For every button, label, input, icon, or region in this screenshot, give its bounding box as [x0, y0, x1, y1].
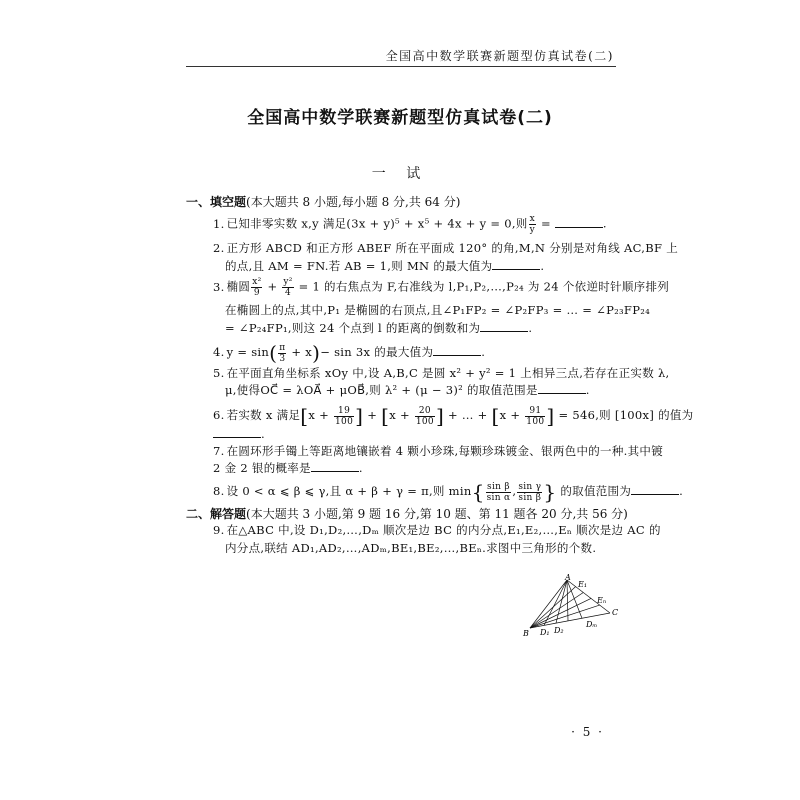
fraction: [486, 482, 512, 503]
question-text: 设 0 < α ⩽ β ⩽ γ,且 α + β + γ = π,则 min: [226, 484, 472, 498]
question-text: x +: [389, 408, 414, 422]
question-number: 9.: [213, 523, 225, 537]
question-5-line-1: [213, 365, 670, 381]
section-info: (本大题共 8 小题,每小题 8 分,共 64 分): [246, 195, 461, 209]
fraction-numerator: 91: [525, 406, 545, 417]
fraction-denominator: y: [529, 225, 535, 235]
question-text: 的取值范围为: [556, 484, 632, 498]
question-number: 1.: [213, 216, 225, 231]
fraction-numerator: y²: [283, 277, 293, 287]
label-dm: Dₘ: [586, 620, 598, 629]
fraction: [525, 406, 545, 427]
fraction-denominator: 4: [284, 288, 291, 298]
fraction: [517, 482, 542, 503]
question-4: [213, 341, 485, 365]
fraction: [282, 277, 293, 298]
fraction-numerator: π: [279, 342, 286, 353]
question-text: 椭圆: [226, 279, 251, 294]
label-b: B: [523, 629, 529, 638]
question-number: 7.: [213, 444, 225, 458]
answer-blank: [213, 427, 261, 438]
fraction-denominator: 100: [335, 416, 354, 427]
fraction-denominator: 100: [526, 416, 545, 427]
question-end: .: [261, 427, 265, 441]
fraction: [251, 277, 262, 298]
label-c: C: [612, 608, 619, 617]
question-text: = 1 的右焦点为 F,右准线为 l,P₁,P₂,…,P₂₄ 为 24 个依逆时针顺序排列: [294, 279, 670, 294]
question-text: 的点,且 AM = FN.若 AB = 1,则 MN 的最大值为: [225, 259, 493, 273]
cevian-be3: [530, 598, 591, 628]
question-text: x +: [499, 408, 525, 422]
question-number: 5.: [213, 366, 225, 380]
question-9-line-2: [225, 540, 596, 556]
header-rule: [186, 66, 616, 67]
question-number: 6.: [213, 408, 225, 422]
question-3-line-3: [225, 320, 532, 336]
section-info: (本大题共 3 小题,第 9 题 16 分,第 10 题、第 11 题各 20 分,共 56 分): [246, 507, 628, 521]
question-text: 正方形 ABCD 和正方形 ABEF 所在平面成 120° 的角,M,N 分别是对角线 AC,BF 上: [226, 241, 679, 255]
fraction-numerator: sin β: [487, 481, 510, 492]
label-en: Eₙ: [597, 596, 607, 605]
question-text: = ∠P₂₄FP₁,则这 24 个点到 l 的距离的倒数和为: [225, 321, 481, 335]
bracket: [: [381, 404, 390, 428]
fraction-numerator: x: [529, 214, 535, 224]
fraction-numerator: 20: [415, 406, 435, 417]
question-end: .: [679, 484, 684, 498]
question-3-line-2: [225, 302, 650, 318]
operator: +: [263, 279, 282, 294]
bracket: [: [491, 404, 500, 428]
question-6-line-2: [213, 427, 265, 441]
fraction: [415, 406, 435, 427]
triangle-figure: [520, 573, 620, 638]
question-number: 2.: [213, 241, 225, 255]
question-end: .: [358, 461, 363, 475]
question-text: + x: [287, 345, 313, 359]
question-text: + … +: [444, 408, 492, 422]
answer-blank: [538, 383, 586, 394]
paren: (: [269, 341, 278, 365]
fraction-denominator: 3: [279, 353, 286, 364]
bracket: ]: [546, 404, 555, 428]
question-number: 4.: [213, 345, 225, 359]
question-text: 若实数 x 满足: [226, 408, 301, 422]
fraction-numerator: 19: [334, 406, 354, 417]
fraction-denominator: sin α: [486, 492, 511, 503]
question-text: 在平面直角坐标系 xOy 中,设 A,B,C 是圆 x² + y² = 1 上相异三点,若存在正实数 λ,: [226, 366, 670, 380]
page-number: · 5 ·: [571, 725, 604, 739]
answer-blank: [492, 259, 540, 270]
question-7-line-2: [213, 460, 363, 476]
question-text: 内分点,联结 AD₁,AD₂,…,ADₘ,BE₁,BE₂,…,BEₙ.求图中三角形的个数.: [225, 541, 597, 555]
fraction-denominator: 9: [253, 288, 260, 298]
brace: {: [471, 480, 485, 504]
section-fill-blank: [186, 193, 460, 210]
answer-blank: [311, 461, 359, 472]
question-end: .: [602, 216, 607, 231]
question-end: .: [585, 383, 590, 397]
running-header: 全国高中数学联赛新题型仿真试卷(二): [385, 49, 614, 63]
edge-ab: [530, 580, 567, 628]
answer-blank: [631, 484, 679, 495]
brace: }: [543, 480, 557, 504]
paren: ): [312, 341, 321, 365]
bracket: ]: [355, 404, 364, 428]
question-text: = 546,则 [100x] 的值为: [554, 408, 694, 422]
question-8: [213, 480, 683, 504]
answer-blank: [555, 217, 603, 228]
label-d1: D₁: [540, 628, 550, 637]
question-end: .: [528, 321, 533, 335]
question-text: ,: [512, 484, 517, 498]
question-text: 已知非零实数 x,y 满足(3x + y)⁵ + x⁵ + 4x + y = 0,则: [226, 216, 528, 231]
question-3-line-1: [213, 277, 669, 298]
section-label: 一、填空题: [186, 195, 247, 209]
question-text: 2 金 2 银的概率是: [213, 461, 311, 475]
answer-blank: [480, 321, 528, 332]
question-text: =: [537, 216, 555, 231]
cevian-be1: [530, 587, 576, 628]
label-a: A: [565, 573, 571, 582]
edge-bc: [530, 613, 610, 628]
question-9-line-1: [213, 522, 661, 538]
answer-blank: [433, 345, 481, 356]
question-text: 在△ABC 中,设 D₁,D₂,…,Dₘ 顺次是边 BC 的内分点,E₁,E₂,…,Eₙ 顺次是边 AC 的: [226, 523, 661, 537]
fraction-numerator: x²: [252, 277, 262, 287]
question-text: x +: [308, 408, 334, 422]
question-2-line-2: [225, 258, 544, 274]
fraction: [529, 214, 536, 235]
section-solution: [186, 505, 628, 522]
fraction: [278, 343, 286, 364]
question-6-line-1: 6. 若实数 x 满足[x + $\frac{19}{100}$ ] + [x + $\frac{20}{100}$ ] + … + [x + $\frac{91}{100}$ ] = 546,则 [100x] 的值为: [213, 404, 694, 428]
round-title: 一 试: [371, 166, 429, 182]
question-text: y = sin: [226, 345, 270, 359]
bracket: [: [300, 404, 309, 428]
fraction: [334, 406, 354, 427]
label-e1: E₁: [578, 580, 588, 589]
question-text: 在圆环形手镯上等距离地镶嵌着 4 颗小珍珠,每颗珍珠镀金、银两色中的一种.其中镀: [226, 444, 664, 458]
fraction-numerator: sin γ: [518, 481, 542, 492]
question-text: μ,使得OC⃗ = λOA⃗ + μOB⃗,则 λ² + (μ − 3)² 的取值范围是: [225, 383, 538, 397]
question-1: [213, 214, 607, 235]
section-label: 二、解答题: [186, 507, 247, 521]
question-2-line-1: [213, 240, 678, 256]
question-7-line-1: [213, 443, 663, 459]
question-5-line-2: [225, 382, 590, 398]
cevian-ad1: [544, 580, 567, 625]
label-d2: D₂: [554, 626, 564, 635]
cevian-ad3: [567, 580, 568, 621]
question-text: − sin 3x 的最大值为: [320, 345, 434, 359]
question-end: .: [481, 345, 486, 359]
fraction-denominator: 100: [415, 416, 434, 427]
question-number: 8.: [213, 484, 225, 498]
question-end: .: [540, 259, 545, 273]
question-number: 3.: [213, 279, 225, 294]
page-title: 全国高中数学联赛新题型仿真试卷(二): [247, 108, 553, 128]
bracket: ]: [435, 404, 445, 428]
question-text: 在椭圆上的点,其中,P₁ 是椭圆的右顶点,且∠P₁FP₂ = ∠P₂FP₃ = … = ∠P₂₃FP₂₄: [225, 303, 651, 317]
fraction-denominator: sin β: [518, 492, 542, 503]
